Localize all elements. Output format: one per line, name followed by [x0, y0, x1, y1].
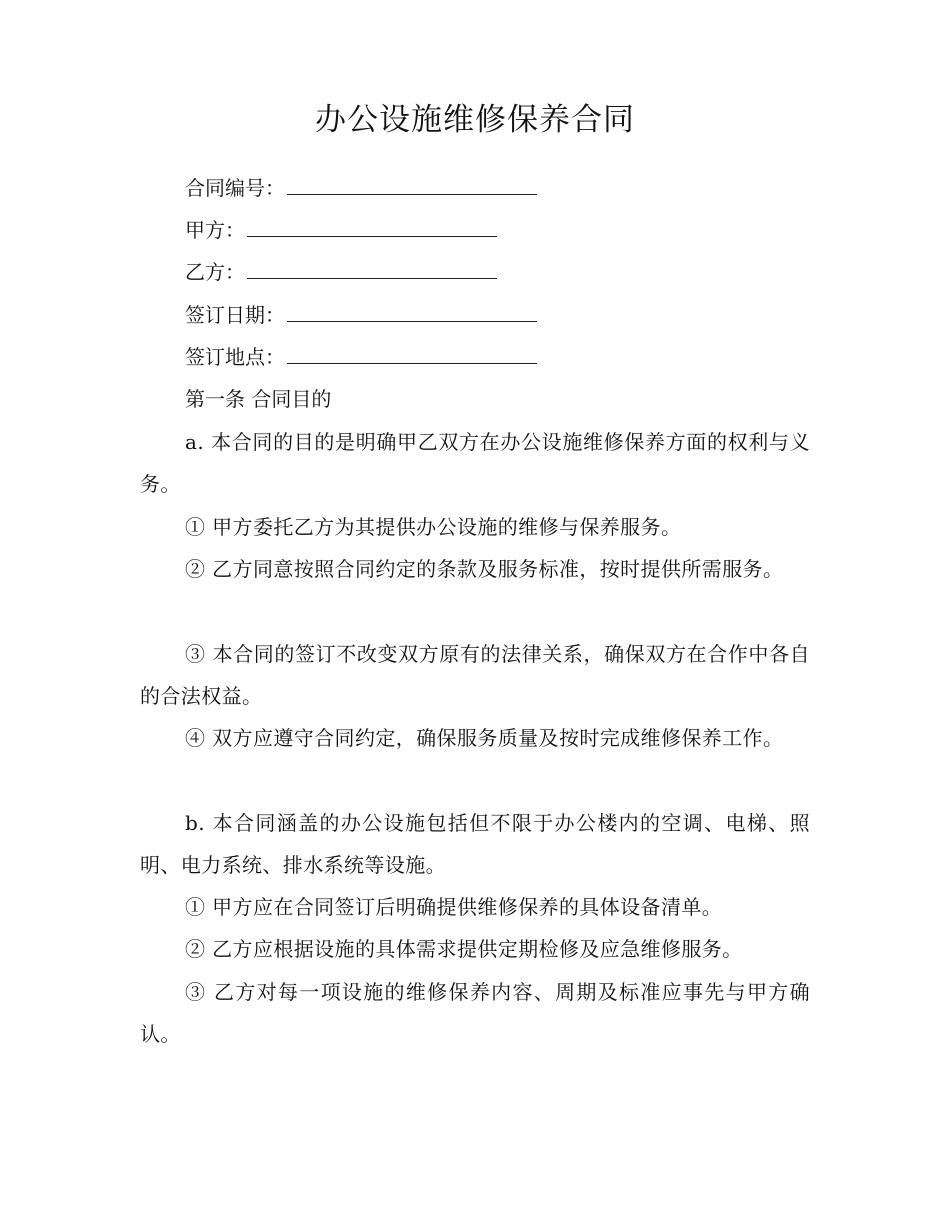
contract-number-label: 合同编号：: [185, 176, 285, 200]
sign-date-blank: [287, 303, 537, 322]
document-title: 办公设施维修保养合同: [315, 102, 635, 138]
clause-a-3: ③ 本合同的签订不改变双方原有的法律关系，确保双方在合作中各自的合法权益。: [140, 642, 810, 708]
clause-b-2: ② 乙方应根据设施的具体需求提供定期检修及应急维修服务。: [185, 937, 743, 961]
sign-place-blank: [287, 345, 537, 364]
contract-number-blank: [287, 176, 537, 195]
clause-b-1: ① 甲方应在合同签订后明确提供维修保养的具体设备清单。: [185, 895, 723, 919]
sign-place-field: [185, 342, 537, 372]
party-a-blank: [247, 218, 497, 237]
clause-a-1: ① 甲方委托乙方为其提供办公设施的维修与保养服务。: [185, 515, 682, 539]
clause-b: b. 本合同涵盖的办公设施包括但不限于办公楼内的空调、电梯、照明、电力系统、排水系统等设施。: [140, 811, 810, 877]
party-b-field: [185, 257, 497, 287]
sign-date-field: [185, 300, 537, 330]
party-a-field: [185, 215, 497, 245]
contract-number-field: [185, 173, 537, 203]
clause-a: a. 本合同的目的是明确甲乙双方在办公设施维修保养方面的权利与义务。: [140, 430, 810, 496]
clause-a-2: ② 乙方同意按照合同约定的条款及服务标准，按时提供所需服务。: [185, 557, 784, 581]
sign-date-label: 签订日期：: [185, 303, 285, 327]
party-a-label: 甲方：: [185, 218, 245, 242]
party-b-label: 乙方：: [185, 260, 245, 284]
party-b-blank: [247, 260, 497, 279]
clause-a-4: ④ 双方应遵守合同约定，确保服务质量及按时完成维修保养工作。: [185, 726, 784, 750]
clause-b-3: ③ 乙方对每一项设施的维修保养内容、周期及标准应事先与甲方确认。: [140, 980, 810, 1046]
section-1-heading: 第一条 合同目的: [185, 387, 332, 411]
sign-place-label: 签订地点：: [185, 345, 285, 369]
